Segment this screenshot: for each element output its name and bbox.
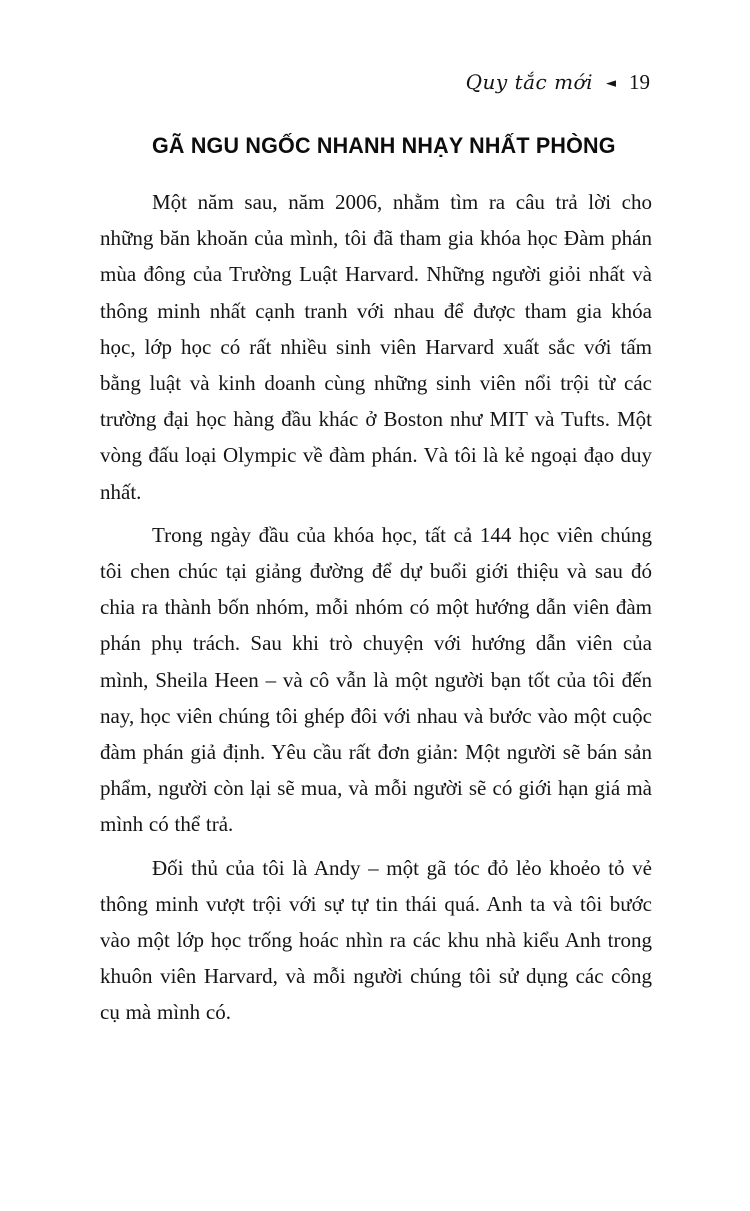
page-number: 19	[629, 70, 650, 94]
paragraph-1: Một năm sau, năm 2006, nhằm tìm ra câu trả lời cho những băn khoăn của mình, tôi đã tham gia khóa học Đàm phán mùa đông của Trường Luật Harvard. Những người giỏi nhất và thông minh nhất cạnh tranh với nhau để được tham gia khóa học, lớp học có rất nhiều sinh viên Harvard xuất sắc với tấm bằng luật và kinh doanh cùng những sinh viên nổi trội từ các trường đại học hàng đầu khác ở Boston như MIT và Tufts. Một vòng đấu loại Olympic về đàm phán. Và tôi là kẻ ngoại đạo duy nhất.	[100, 190, 652, 504]
left-triangle-icon: ◄	[606, 76, 616, 91]
text-column	[100, 70, 652, 1038]
running-header	[100, 70, 650, 95]
body-text	[100, 184, 652, 1031]
running-title: Quy tắc mới	[465, 70, 593, 94]
paragraph-2: Trong ngày đầu của khóa học, tất cả 144 học viên chúng tôi chen chúc tại giảng đường để dự buổi giới thiệu và sau đó chia ra thành bốn nhóm, mỗi nhóm có một hướng dẫn viên đàm phán phụ trách. Sau khi trò chuyện với hướng dẫn viên của mình, Sheila Heen – và cô vẫn là một người bạn tốt của tôi đến nay, học viên chúng tôi ghép đôi với nhau và bước vào một cuộc đàm phán giả định. Yêu cầu rất đơn giản: Một người sẽ bán sản phẩm, người còn lại sẽ mua, và mỗi người sẽ có giới hạn giá mà mình có thể trả.	[100, 522, 652, 837]
section-heading: GÃ NGU NGỐC NHANH NHẠY NHẤT PHÒNG	[152, 133, 616, 158]
paragraph-3: Đối thủ của tôi là Andy – một gã tóc đỏ lẻo khoẻo tỏ vẻ thông minh vượt trội với sự tự tin thái quá. Anh ta và tôi bước vào một lớp học trống hoác nhìn ra các khu nhà kiểu Anh trong khuôn viên Harvard, và mỗi người chúng tôi sử dụng các công cụ mà mình có.	[100, 855, 652, 1025]
